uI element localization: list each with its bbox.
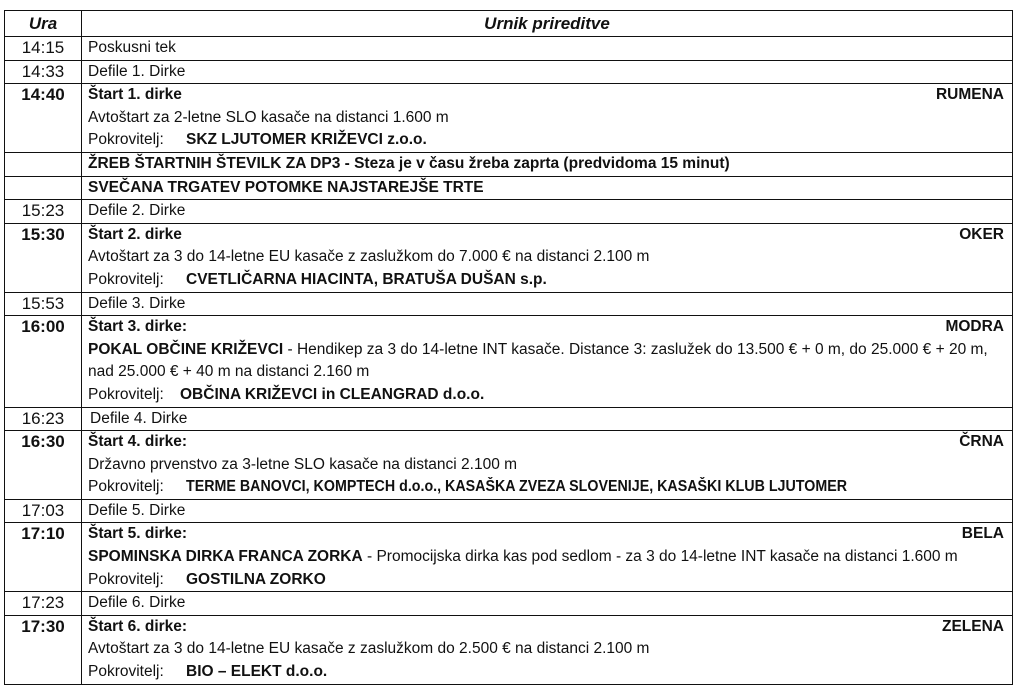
- race-sponsor-line: [88, 661, 1004, 684]
- row-time: [5, 176, 82, 200]
- race-name: POKAL OBČINE KRIŽEVCI: [88, 340, 284, 358]
- race-row: [5, 316, 1013, 407]
- race-details: [82, 523, 1013, 592]
- sponsor-name: OBČINA KRIŽEVCI in CLEANGRAD d.o.o.: [180, 385, 485, 403]
- race-header: [88, 84, 1004, 107]
- race-sponsor-line: [88, 269, 1004, 292]
- race-title: Štart 5. dirke:: [88, 525, 188, 543]
- race-color-badge: BELA: [961, 525, 1004, 543]
- row-time: 16:23: [5, 407, 82, 431]
- race-header: [88, 224, 1004, 247]
- sponsor-label: Pokrovitelj:: [88, 570, 164, 588]
- race-color-badge: ZELENA: [942, 617, 1004, 635]
- table-row: [5, 60, 1013, 84]
- row-time: 14:33: [5, 60, 82, 84]
- race-row: [5, 523, 1013, 592]
- table-row: [5, 592, 1013, 616]
- race-description: Avtoštart za 2-letne SLO kasače na distanci 1.600 m: [88, 108, 449, 126]
- race-header: [88, 616, 1004, 639]
- table-row: [5, 292, 1013, 316]
- race-name: SPOMINSKA DIRKA FRANCA ZORKA: [88, 548, 363, 566]
- race-details: [82, 84, 1013, 153]
- row-time: 17:03: [5, 499, 82, 523]
- table-row: [5, 176, 1013, 200]
- race-header: [88, 523, 1004, 546]
- race-sponsor-line: [88, 569, 1004, 592]
- time-column-header: Ura: [5, 11, 82, 37]
- race-start-time: 16:30: [5, 431, 82, 500]
- race-description: Avtoštart za 3 do 14-letne EU kasače z zaslužkom do 7.000 € na distanci 2.100 m: [88, 248, 650, 266]
- row-time: 15:23: [5, 200, 82, 224]
- race-start-time: 16:00: [5, 316, 82, 407]
- race-sponsor-line: [88, 476, 1004, 499]
- sponsor-name: TERME BANOVCI, KOMPTECH d.o.o., KASAŠKA ZVEZA SLOVENIJE, KASAŠKI KLUB LJUTOMER: [186, 478, 848, 496]
- race-start-time: 17:10: [5, 523, 82, 592]
- schedule-table-wrapper: [4, 10, 1013, 685]
- event-schedule-table: [4, 10, 1013, 685]
- race-title: Štart 2. dirke: [88, 225, 182, 243]
- race-row: [5, 223, 1013, 292]
- row-time: [5, 152, 82, 176]
- race-description: [88, 339, 1004, 362]
- row-time: 15:53: [5, 292, 82, 316]
- sponsor-label: Pokrovitelj:: [88, 663, 164, 681]
- race-details: [82, 316, 1013, 407]
- sponsor-name: BIO – ELEKT d.o.o.: [186, 663, 328, 681]
- race-row: [5, 84, 1013, 153]
- race-description: Državno prvenstvo za 3-letne SLO kasače na distanci 2.100 m: [88, 455, 518, 473]
- race-color-badge: RUMENA: [935, 86, 1004, 104]
- sponsor-label: Pokrovitelj:: [88, 478, 164, 496]
- race-title: Štart 4. dirke:: [88, 433, 188, 451]
- row-text: Defile 5. Dirke: [82, 499, 1013, 523]
- sponsor-label: Pokrovitelj:: [88, 385, 164, 403]
- sponsor-label: Pokrovitelj:: [88, 131, 164, 149]
- race-row: [5, 615, 1013, 684]
- race-header: [88, 316, 1004, 339]
- sponsor-label: Pokrovitelj:: [88, 270, 164, 288]
- race-color-badge: MODRA: [945, 318, 1004, 336]
- race-sponsor-line: [88, 384, 1004, 407]
- table-row: [5, 37, 1013, 61]
- sponsor-name: SKZ LJUTOMER KRIŽEVCI z.o.o.: [186, 131, 427, 149]
- row-announcement: SVEČANA TRGATEV POTOMKE NAJSTAREJŠE TRTE: [82, 176, 1013, 200]
- race-start-time: 17:30: [5, 615, 82, 684]
- row-text: Defile 6. Dirke: [82, 592, 1013, 616]
- race-title: Štart 6. dirke:: [88, 617, 188, 635]
- race-details: [82, 431, 1013, 500]
- race-start-time: 15:30: [5, 223, 82, 292]
- race-description: [88, 546, 1004, 569]
- race-sponsor-line: [88, 129, 1004, 152]
- race-details: [82, 223, 1013, 292]
- row-time: 14:15: [5, 37, 82, 61]
- race-title: Štart 1. dirke: [88, 86, 182, 104]
- race-header: [88, 431, 1004, 454]
- race-row: [5, 431, 1013, 500]
- row-text: Poskusni tek: [82, 37, 1013, 61]
- table-row: [5, 407, 1013, 431]
- table-row: [5, 152, 1013, 176]
- race-color-badge: ČRNA: [959, 433, 1004, 451]
- race-details: [82, 615, 1013, 684]
- row-announcement: ŽREB ŠTARTNIH ŠTEVILK ZA DP3 - Steza je v času žreba zaprta (predvidoma 15 minut): [82, 152, 1013, 176]
- race-description-cont: nad 25.000 € + 40 m na distanci 2.160 m: [88, 363, 370, 381]
- row-text: Defile 3. Dirke: [82, 292, 1013, 316]
- race-description-text: - Promocijska dirka kas pod sedlom - za 3 do 14-letne INT kasače na distanci 1.600 m: [362, 548, 958, 566]
- sponsor-name: CVETLIČARNA HIACINTA, BRATUŠA DUŠAN s.p.: [186, 270, 547, 288]
- race-color-badge: OKER: [959, 225, 1004, 243]
- table-row: [5, 499, 1013, 523]
- schedule-column-header: Urnik prireditve: [82, 11, 1013, 37]
- race-title: Štart 3. dirke:: [88, 318, 188, 336]
- row-text: Defile 2. Dirke: [82, 200, 1013, 224]
- race-start-time: 14:40: [5, 84, 82, 153]
- row-text: Defile 1. Dirke: [82, 60, 1013, 84]
- race-description: Avtoštart za 3 do 14-letne EU kasače z zaslužkom do 2.500 € na distanci 2.100 m: [88, 640, 650, 658]
- race-description-text: - Hendikep za 3 do 14-letne INT kasače. Distance 3: zaslužek do 13.500 € + 0 m, do 25.000 € + 20 m,: [283, 340, 988, 358]
- row-text: Defile 4. Dirke: [82, 407, 1013, 431]
- header-row: [5, 11, 1013, 37]
- sponsor-name: GOSTILNA ZORKO: [186, 570, 326, 588]
- table-row: [5, 200, 1013, 224]
- row-time: 17:23: [5, 592, 82, 616]
